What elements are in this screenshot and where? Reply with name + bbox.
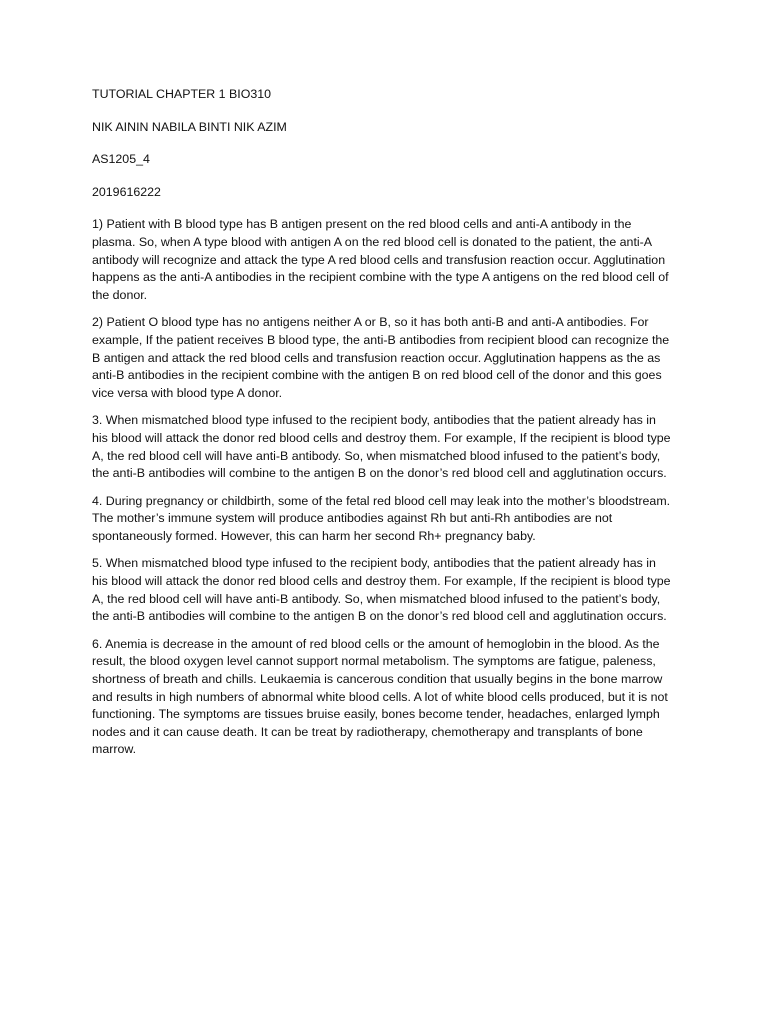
student-name: NIK AININ NABILA BINTI NIK AZIM [92,119,287,134]
document-page [92,86,674,769]
group-code: AS1205_4 [92,152,150,167]
answer-6: 6. Anemia is decrease in the amount of red blood cells or the amount of hemoglobin in the blood. As the result, the blood oxygen level cannot support normal metabolism. The symptoms are fatigue, paleness, shortness of breath and chills. Leukaemia is cancerous condition that usually begins in the bone marrow and results in high numbers of abnormal white blood cells. A lot of white blood cells produced, but it is not functioning. The symptoms are tissues bruise easily, bones become tender, headaches, enlarged lymph nodes and it can cause death. It can be treat by radiotherapy, chemotherapy and transplants of bone marrow. [92,636,668,757]
student-id: 2019616222 [92,184,161,199]
answer-3: 3. When mismatched blood type infused to the recipient body, antibodies that the patient already has in his blood will attack the donor red blood cells and destroy them. For example, If the recipient is blood type A, the red blood cell will have anti-B antibody. So, when mismatched blood infused to the patient’s body, the anti-B antibodies will combine to the antigen B on the donor’s red blood cell and agglutination occurs. [92,413,671,481]
answer-2: 2) Patient O blood type has no antigens neither A or B, so it has both anti-B and anti-A antibodies. For example, If the patient receives B blood type, the anti-B antibodies from recipient blood can recognize the B antigen and attack the red blood cells and transfusion reaction occur. Agglutination happens as the as anti-B antibodies in the recipient combine with the antigen B on red blood cell of the donor and this goes vice versa with blood type A donor. [92,315,670,400]
answer-1: 1) Patient with B blood type has B antigen present on the red blood cells and anti-A antibody in the plasma. So, when A type blood with antigen A on the red blood cell is donated to the patient, the anti-A antibody will recognize and attack the type A red blood cells and transfusion reaction occur. Agglutination happens as the anti-A antibodies in the recipient combine with the type A antigens on the red blood cell of the donor. [92,217,669,302]
answer-4: 4. During pregnancy or childbirth, some of the fetal red blood cell may leak into the mother’s bloodstream. The mother’s immune system will produce antibodies against Rh but anti-Rh antibodies are not spontaneously formed. However, this can harm her second Rh+ pregnancy baby. [92,493,671,543]
document-title: TUTORIAL CHAPTER 1 BIO310 [92,87,272,101]
answer-5: 5. When mismatched blood type infused to the recipient body, antibodies that the patient already has in his blood will attack the donor red blood cells and destroy them. For example, If the recipient is blood type A, the red blood cell will have anti-B antibody. So, when mismatched blood infused to the patient’s body, the anti-B antibodies will combine to the antigen B on the donor’s red blood cell and agglutination occurs. [92,556,671,624]
